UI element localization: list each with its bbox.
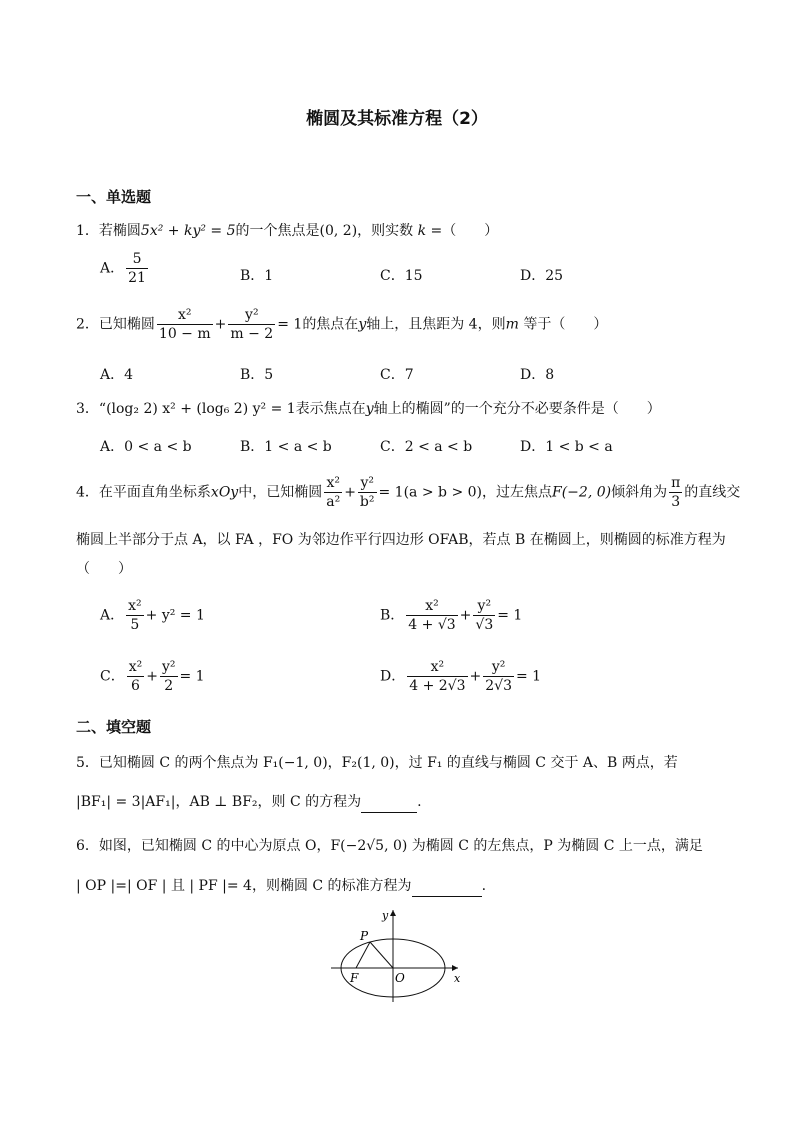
numerator: y²	[228, 306, 275, 325]
q5-answer-blank[interactable]	[361, 792, 417, 813]
question-4-line-1	[76, 474, 740, 511]
q1-option-d[interactable]: D．25	[520, 268, 564, 284]
numerator: y²	[483, 658, 514, 677]
denominator: 10 − m	[158, 326, 211, 342]
q4-option-a[interactable]	[100, 597, 205, 634]
period: .	[417, 794, 422, 810]
q2-fraction-1	[157, 306, 213, 343]
page-title: 椭圆及其标准方程（2）	[306, 109, 488, 129]
denominator: 4 + 2√3	[409, 678, 466, 694]
q1-option-a-fraction	[126, 250, 148, 287]
y-axis-label: y	[382, 909, 389, 922]
fraction	[160, 658, 178, 695]
x-axis-label: x	[454, 972, 461, 985]
denominator: 6	[131, 678, 140, 694]
q1-point: (0, 2)	[319, 223, 358, 239]
x-axis-arrow	[452, 965, 458, 971]
q1-bracket: （ ）	[442, 223, 499, 239]
denominator: √3	[475, 617, 494, 633]
q1-equation: 5x² + ky² = 5	[140, 223, 236, 239]
q3-text: 轴上的椭圆”的一个充分不必要条件是（ ）	[373, 401, 661, 417]
q3-option-c[interactable]: C．2 < a < b	[380, 439, 473, 455]
numerator: x²	[406, 597, 457, 616]
numerator: 5	[126, 250, 148, 269]
segment-PO	[370, 942, 393, 968]
point-P-label: P	[360, 929, 369, 943]
q2-text: 轴上，且焦距为 4，则	[366, 316, 506, 333]
fraction	[483, 658, 514, 695]
question-3	[76, 399, 661, 419]
numerator: π	[671, 475, 681, 491]
q3-text: 3．“(log₂ 2) x² + (log₆ 2) y² = 1表示焦点在	[76, 401, 366, 417]
section-heading-fill-blank: 二、填空题	[76, 718, 152, 736]
numerator: y²	[161, 659, 176, 675]
fraction	[126, 597, 144, 634]
option-label: D．	[380, 668, 406, 685]
q4-angle-fraction	[669, 474, 682, 511]
fraction	[407, 658, 467, 695]
q4-text: ，过左焦点	[482, 484, 552, 501]
denominator: 3	[671, 494, 681, 510]
q4-fraction-2	[358, 474, 377, 511]
q5-text: |BF₁| = 3|AF₁|，AB ⊥ BF₂，则 C 的方程为	[76, 794, 362, 810]
denominator: 2	[164, 678, 174, 694]
question-1	[76, 221, 498, 241]
denominator: 4 + √3	[408, 617, 456, 633]
q4-text: 4．在平面直角坐标系	[76, 484, 211, 501]
numerator: x²	[128, 659, 143, 675]
numerator: x²	[324, 474, 342, 493]
q4-fraction-1	[324, 474, 342, 511]
m-var: m	[505, 316, 519, 333]
option-label: A．	[100, 607, 125, 624]
q6-answer-blank[interactable]	[412, 876, 482, 897]
option-label: B．	[380, 607, 405, 624]
numerator: x²	[407, 658, 467, 677]
segment-PF	[356, 942, 370, 968]
question-2	[76, 306, 607, 343]
q2-fraction-2	[228, 306, 275, 343]
question-4-line-2: 椭圆上半部分于点 A，以 FA ，FO 为邻边作平行四边形 OFAB，若点 B 在椭圆上，则椭圆的标准方程为	[76, 532, 726, 548]
y-axis-var: y	[358, 316, 367, 333]
period: .	[481, 878, 487, 894]
question-6-line-1: 6．如图，已知椭圆 C 的中心为原点 O，F(−2√5, 0) 为椭圆 C 的左焦点，P 为椭圆 C 上一点，满足	[76, 838, 703, 854]
section-heading-single-choice: 一、单选题	[76, 188, 152, 206]
numerator: y²	[358, 474, 377, 493]
q4-option-d[interactable]: D． $\frac{\text{x²}}{4 + 2√3}$ + $\frac{\text{y²}}{2√3}$ = 1	[380, 659, 542, 694]
q2-option-c[interactable]: C．7	[380, 367, 414, 383]
q4-condition: = 1(a > b > 0)	[378, 484, 482, 501]
plus-sign: +	[344, 484, 356, 501]
question-5-line-2	[76, 792, 422, 813]
q2-option-d[interactable]: D．8	[520, 367, 555, 383]
q3-option-d[interactable]: D．1 < b < a	[520, 439, 613, 455]
q1-option-b[interactable]: B．1	[240, 268, 274, 284]
denominator: b²	[359, 494, 375, 510]
y-axis-arrow	[390, 910, 396, 916]
q1-text: ，则实数	[357, 223, 414, 239]
option-tail: = 1	[179, 668, 205, 685]
option-label: C．	[100, 668, 125, 685]
question-5-line-1: 5．已知椭圆 C 的两个焦点为 F₁(−1, 0)，F₂(1, 0)，过 F₁ 的直线与椭圆 C 交于 A、B 两点，若	[76, 755, 678, 771]
q2-option-a[interactable]: A．4	[100, 367, 134, 383]
q1-option-a[interactable]	[100, 250, 150, 287]
option-tail: = 1	[516, 668, 542, 685]
q2-option-b[interactable]: B．5	[240, 367, 274, 383]
q6-text: | OP |=| OF | 且 | PF |= 4，则椭圆 C 的标准方程为	[76, 878, 412, 894]
option-tail: + y² = 1	[145, 607, 205, 624]
q2-text: 等于（ ）	[523, 316, 608, 333]
q4-option-b[interactable]: B． $\frac{\text{x²}}{4 + √3}$ + $\frac{\text{y²}}{√3}$ = 1	[380, 598, 523, 633]
denominator: 21	[128, 270, 146, 286]
plus-sign: +	[214, 316, 227, 333]
q4-text: 倾斜角为	[611, 484, 668, 501]
denominator: 5	[130, 617, 140, 633]
q1-text: 的一个焦点是	[235, 223, 320, 239]
xoy-var: xOy	[210, 484, 239, 501]
denominator: 2√3	[485, 678, 512, 694]
q4-text: 的直线交	[684, 484, 741, 501]
denominator: a²	[326, 494, 341, 510]
fraction	[406, 597, 457, 634]
q3-option-b[interactable]: B．1 < a < b	[240, 439, 332, 455]
y-axis-var: y	[365, 401, 374, 417]
ellipse-figure	[326, 906, 466, 1006]
fraction	[473, 597, 495, 634]
option-label: A．	[100, 260, 125, 277]
numerator: y²	[473, 597, 495, 616]
focus-point: F(−2, 0)	[552, 484, 612, 501]
numerator: x²	[128, 598, 142, 614]
point-O-label: O	[395, 971, 405, 985]
numerator: x²	[157, 306, 213, 325]
q2-text: 的焦点在	[302, 316, 359, 333]
question-4-line-3: （ ）	[76, 561, 132, 577]
point-F-label: F	[350, 971, 359, 985]
question-6-line-2	[76, 876, 486, 897]
q1-text: 1．若椭圆	[76, 223, 141, 239]
q2-text: 2．已知椭圆	[76, 316, 155, 333]
option-tail: = 1	[497, 607, 523, 624]
q1-option-c[interactable]: C．15	[380, 268, 423, 284]
q4-text: 中，已知椭圆	[238, 484, 323, 501]
equals-one: = 1	[277, 316, 303, 333]
q1-variable: k =	[417, 223, 443, 239]
q3-option-a[interactable]: A．0 < a < b	[100, 439, 192, 455]
denominator: m − 2	[230, 326, 274, 342]
fraction	[127, 658, 145, 695]
q4-option-c[interactable]: C． $\frac{\text{x²}}{6}$ + $\frac{\text{y²}}{2}$ = 1	[100, 659, 205, 694]
